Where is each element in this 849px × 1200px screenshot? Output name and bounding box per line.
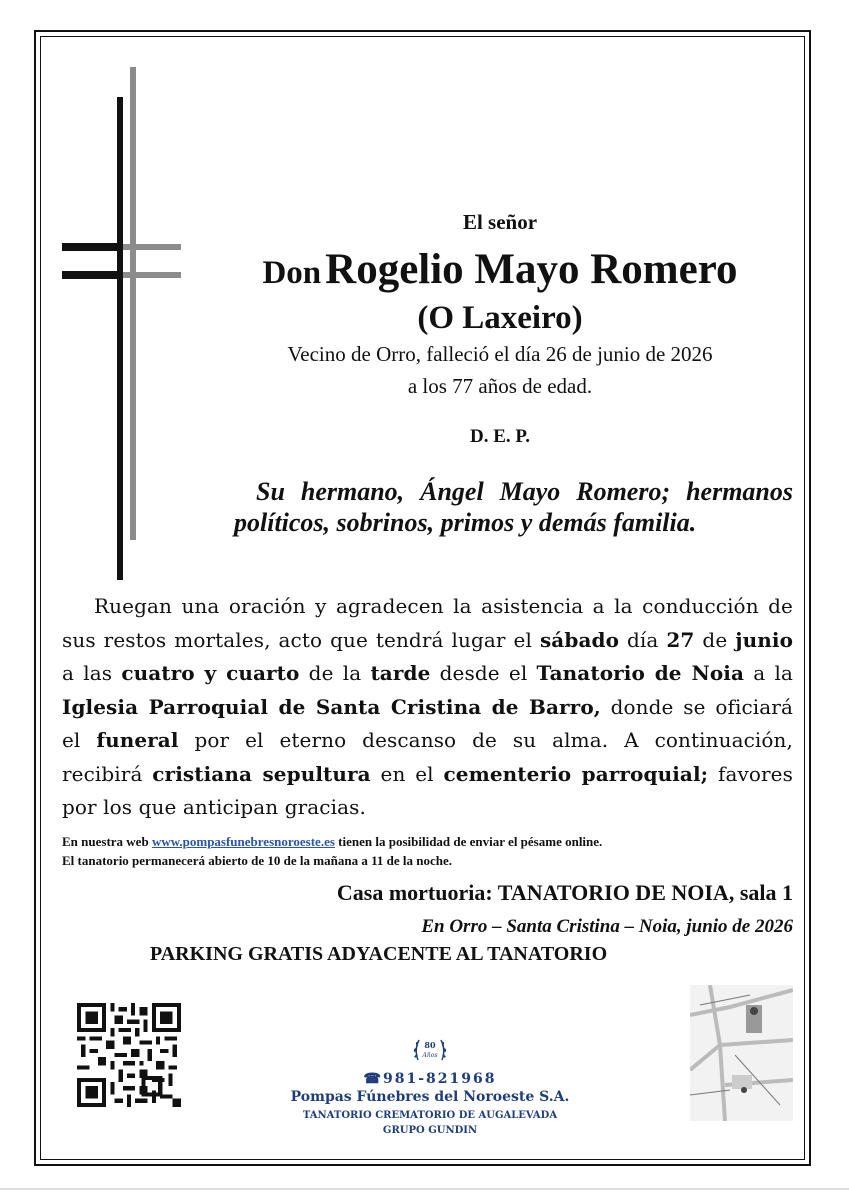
body-line-2: sus restos mortales, acto que tendrá lugar el sábado día 27 de junio [62, 627, 794, 652]
full-name: Rogelio Mayo Romero [325, 246, 738, 293]
age-line: a los 77 años de edad. [407, 374, 593, 398]
anniversary-logo [410, 1030, 450, 1070]
logo-number: 80 [424, 1040, 436, 1050]
qr-code[interactable] [77, 1003, 181, 1107]
deceased-name [200, 245, 800, 294]
body-line-1: Ruegan una oración y agradecen la asistencia a la conducción de [94, 594, 793, 618]
body-line-4: Iglesia Parroquial de Santa Cristina de Barro, donde se oficiará [62, 694, 793, 719]
body-line-3: a las cuatro y cuarto de la tarde desde el Tanatorio de Noia a la [62, 661, 793, 685]
page-bottom-divider [0, 1188, 849, 1190]
family-mourners [234, 476, 793, 538]
family-text: Su hermano, Ángel Mayo Romero; hermanos políticos, sobrinos, primos y demás familia. [234, 477, 793, 537]
funeral-home-room: Casa mortuoria: TANATORIO DE NOIA, sala 1 [336, 880, 793, 905]
phone-line [300, 1071, 560, 1087]
nickname: (O Laxeiro) [417, 300, 583, 336]
rip-abbreviation: D. E. P. [469, 426, 530, 447]
opening-hours-note: El tanatorio permanecerá abierto de 10 de la mañana a 11 de la noche. [62, 853, 452, 868]
logo-years: Años [422, 1052, 438, 1059]
web-condolence-note: En nuestra web www.pompasfunebresnoroeste.es tienen la posibilidad de enviar el pésame online. [62, 834, 603, 849]
cross-black-bar-top [62, 243, 118, 251]
body-line-6: recibirá cristiana sepultura en el cementerio parroquial; favores [62, 761, 793, 786]
parking-notice: PARKING GRATIS ADYACENTE AL TANATORIO [150, 943, 608, 965]
body-line-7: por los que anticipan gracias. [62, 795, 366, 819]
name-prefix: Don [262, 255, 322, 291]
ceremony-paragraph [62, 590, 793, 825]
crematorium-name: TANATORIO CREMATORIO DE AUGALEVADA [302, 1110, 558, 1121]
cross-gray-bar-top [123, 244, 181, 250]
website-link[interactable]: www.pompasfunebresnoroeste.es [151, 834, 335, 849]
body-line-5: el funeral por el eterno descanso de su alma. A continuación, [62, 728, 793, 752]
phone-icon: ☎ [363, 1071, 383, 1087]
group-name: GRUPO GUNDIN [382, 1125, 478, 1136]
cross-gray-vertical [130, 67, 136, 540]
location-map[interactable] [690, 985, 793, 1121]
cross-black-bar-bottom [62, 271, 118, 279]
cross-black-vertical [117, 97, 123, 580]
cross-gray-bar-bottom [123, 272, 181, 278]
company-name: Pompas Fúnebres del Noroeste S.A. [290, 1089, 570, 1105]
phone-number: 981-821968 [382, 1071, 497, 1087]
place-date: En Orro – Santa Cristina – Noia, junio de 2026 [421, 916, 793, 937]
residence-death-date: Vecino de Orro, falleció el día 26 de junio de 2026 [287, 342, 713, 366]
title-line: El señor [462, 210, 538, 234]
